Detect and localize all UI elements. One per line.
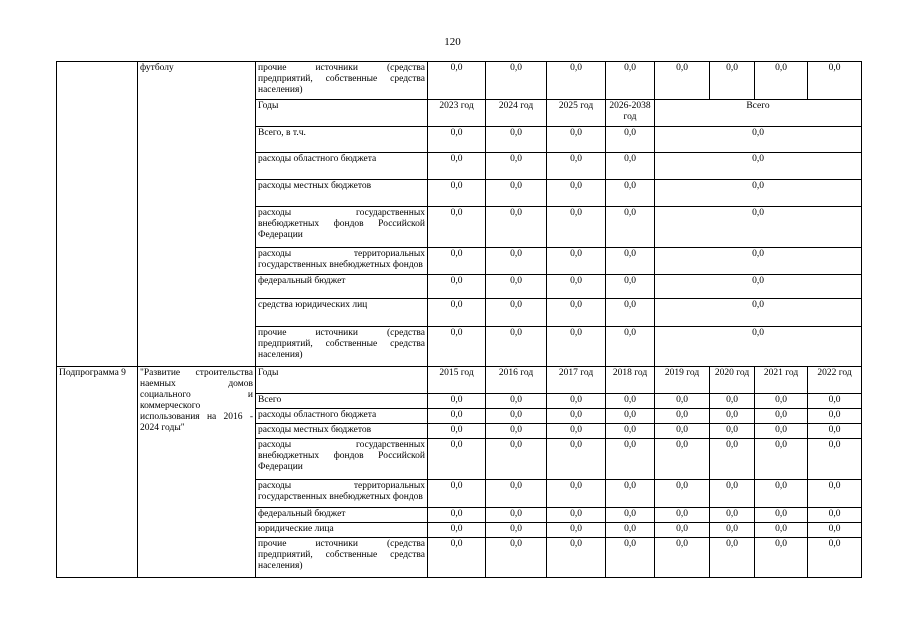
value-cell: 0,0 [808,394,862,409]
value-cell: 0,0 [808,508,862,523]
total-cell: 0,0 [655,153,862,180]
row-label: юридические лица [256,523,428,538]
value-cell: 0,0 [606,424,655,439]
value-cell: 0,0 [486,439,547,480]
value-cell: 0,0 [808,480,862,508]
value-cell: 0,0 [655,439,710,480]
value-cell: 0,0 [428,538,486,578]
value-cell: 0,0 [486,153,547,180]
value-cell: 0,0 [547,538,606,578]
value-cell: 0,0 [808,523,862,538]
value-cell: 0,0 [606,62,655,100]
value-cell: 0,0 [755,424,808,439]
value-cell: 0,0 [655,62,710,100]
value-cell: 0,0 [606,180,655,207]
value-cell: 0,0 [428,62,486,100]
value-cell: 0,0 [547,248,606,275]
value-cell: 0,0 [655,394,710,409]
total-cell: 0,0 [655,275,862,299]
year-header: 2026-2038 год [606,100,655,127]
page-number: 120 [444,36,461,48]
year-header: 2023 год [428,100,486,127]
value-cell: 0,0 [547,394,606,409]
value-cell: 0,0 [428,180,486,207]
value-cell: 0,0 [710,538,755,578]
value-cell: 0,0 [486,508,547,523]
year-header: 2025 год [547,100,606,127]
value-cell: 0,0 [655,480,710,508]
row-label: прочие источники (средства предприятий, собственные средства населения) [256,538,428,578]
value-cell: 0,0 [428,439,486,480]
value-cell: 0,0 [606,523,655,538]
value-cell: 0,0 [547,153,606,180]
value-cell: 0,0 [710,439,755,480]
value-cell: 0,0 [547,207,606,248]
row-label: Всего [256,394,428,409]
value-cell: 0,0 [428,153,486,180]
total-cell: 0,0 [655,180,862,207]
value-cell: 0,0 [606,207,655,248]
value-cell: 0,0 [755,508,808,523]
value-cell: 0,0 [486,480,547,508]
value-cell: 0,0 [710,424,755,439]
row-label: расходы местных бюджетов [256,424,428,439]
value-cell: 0,0 [547,439,606,480]
subprogram-cell [57,62,138,367]
value-cell: 0,0 [428,275,486,299]
value-cell: 0,0 [486,127,547,153]
value-cell: 0,0 [710,409,755,424]
row-label: расходы областного бюджета [256,153,428,180]
value-cell: 0,0 [547,127,606,153]
value-cell: 0,0 [710,394,755,409]
value-cell: 0,0 [428,409,486,424]
value-cell: 0,0 [486,248,547,275]
subprogram-name: футболу [138,62,256,367]
value-cell: 0,0 [655,424,710,439]
year-header: 2024 год [486,100,547,127]
value-cell: 0,0 [486,299,547,327]
value-cell: 0,0 [808,409,862,424]
value-cell: 0,0 [755,62,808,100]
value-cell: 0,0 [428,127,486,153]
value-cell: 0,0 [486,207,547,248]
value-cell: 0,0 [606,127,655,153]
total-cell: 0,0 [655,327,862,367]
value-cell: 0,0 [710,508,755,523]
value-cell: 0,0 [428,523,486,538]
value-cell: 0,0 [547,275,606,299]
value-cell: 0,0 [486,180,547,207]
value-cell: 0,0 [606,409,655,424]
value-cell: 0,0 [547,62,606,100]
value-cell: 0,0 [755,480,808,508]
value-cell: 0,0 [486,275,547,299]
year-header: 2020 год [710,367,755,394]
value-cell: 0,0 [655,508,710,523]
total-cell: 0,0 [655,299,862,327]
value-cell: 0,0 [547,508,606,523]
row-label: федеральный бюджет [256,275,428,299]
row-label: расходы территориальных государственных внебюджетных фондов [256,480,428,508]
value-cell: 0,0 [606,275,655,299]
row-label: расходы местных бюджетов [256,180,428,207]
value-cell: 0,0 [428,327,486,367]
value-cell: 0,0 [808,424,862,439]
row-label: прочие источники (средства предприятий, собственные средства населения) [256,327,428,367]
year-header: 2018 год [606,367,655,394]
value-cell: 0,0 [755,523,808,538]
row-label: расходы территориальных государственных внебюджетных фондов [256,248,428,275]
years-label: Годы [256,367,428,394]
row-label: средства юридических лиц [256,299,428,327]
row-label: расходы государственных внебюджетных фондов Российской Федерации [256,207,428,248]
value-cell: 0,0 [547,409,606,424]
value-cell: 0,0 [606,394,655,409]
value-cell: 0,0 [606,480,655,508]
value-cell: 0,0 [655,523,710,538]
value-cell: 0,0 [547,180,606,207]
total-cell: 0,0 [655,127,862,153]
subprogram-cell: Подпрограмма 9 [57,367,138,578]
year-header: 2019 год [655,367,710,394]
value-cell: 0,0 [606,439,655,480]
table-header-row [57,367,862,394]
value-cell: 0,0 [710,480,755,508]
value-cell: 0,0 [606,508,655,523]
value-cell: 0,0 [808,62,862,100]
value-cell: 0,0 [428,299,486,327]
year-header: 2017 год [547,367,606,394]
funding-table [56,61,862,578]
value-cell: 0,0 [710,62,755,100]
years-label: Годы [256,100,428,127]
year-header: 2021 год [755,367,808,394]
row-label: расходы государственных внебюджетных фондов Российской Федерации [256,439,428,480]
value-cell: 0,0 [428,394,486,409]
value-cell: 0,0 [606,153,655,180]
value-cell: 0,0 [547,523,606,538]
value-cell: 0,0 [486,523,547,538]
value-cell: 0,0 [755,538,808,578]
value-cell: 0,0 [808,439,862,480]
value-cell: 0,0 [547,327,606,367]
year-header: 2016 год [486,367,547,394]
total-cell: 0,0 [655,207,862,248]
value-cell: 0,0 [655,538,710,578]
value-cell: 0,0 [547,424,606,439]
subprogram-name: "Развитие строительства наемных домов социального и коммерческого использования на 2016 - 2024 годы" [138,367,256,578]
value-cell: 0,0 [428,207,486,248]
value-cell: 0,0 [486,538,547,578]
value-cell: 0,0 [606,248,655,275]
value-cell: 0,0 [486,394,547,409]
value-cell: 0,0 [428,248,486,275]
row-label: федеральный бюджет [256,508,428,523]
value-cell: 0,0 [486,409,547,424]
table-row [57,62,862,100]
value-cell: 0,0 [547,480,606,508]
value-cell: 0,0 [808,538,862,578]
value-cell: 0,0 [486,424,547,439]
value-cell: 0,0 [755,439,808,480]
row-label: расходы областного бюджета [256,409,428,424]
value-cell: 0,0 [606,327,655,367]
year-header: 2022 год [808,367,862,394]
value-cell: 0,0 [428,508,486,523]
value-cell: 0,0 [486,327,547,367]
value-cell: 0,0 [655,409,710,424]
value-cell: 0,0 [428,480,486,508]
value-cell: 0,0 [710,523,755,538]
value-cell: 0,0 [428,424,486,439]
total-header: Всего [655,100,862,127]
value-cell: 0,0 [486,62,547,100]
row-label: прочие источники (средства предприятий, собственные средства населения) [256,62,428,100]
value-cell: 0,0 [606,299,655,327]
total-cell: 0,0 [655,248,862,275]
value-cell: 0,0 [755,394,808,409]
row-label: Всего, в т.ч. [256,127,428,153]
value-cell: 0,0 [755,409,808,424]
year-header: 2015 год [428,367,486,394]
value-cell: 0,0 [547,299,606,327]
value-cell: 0,0 [606,538,655,578]
